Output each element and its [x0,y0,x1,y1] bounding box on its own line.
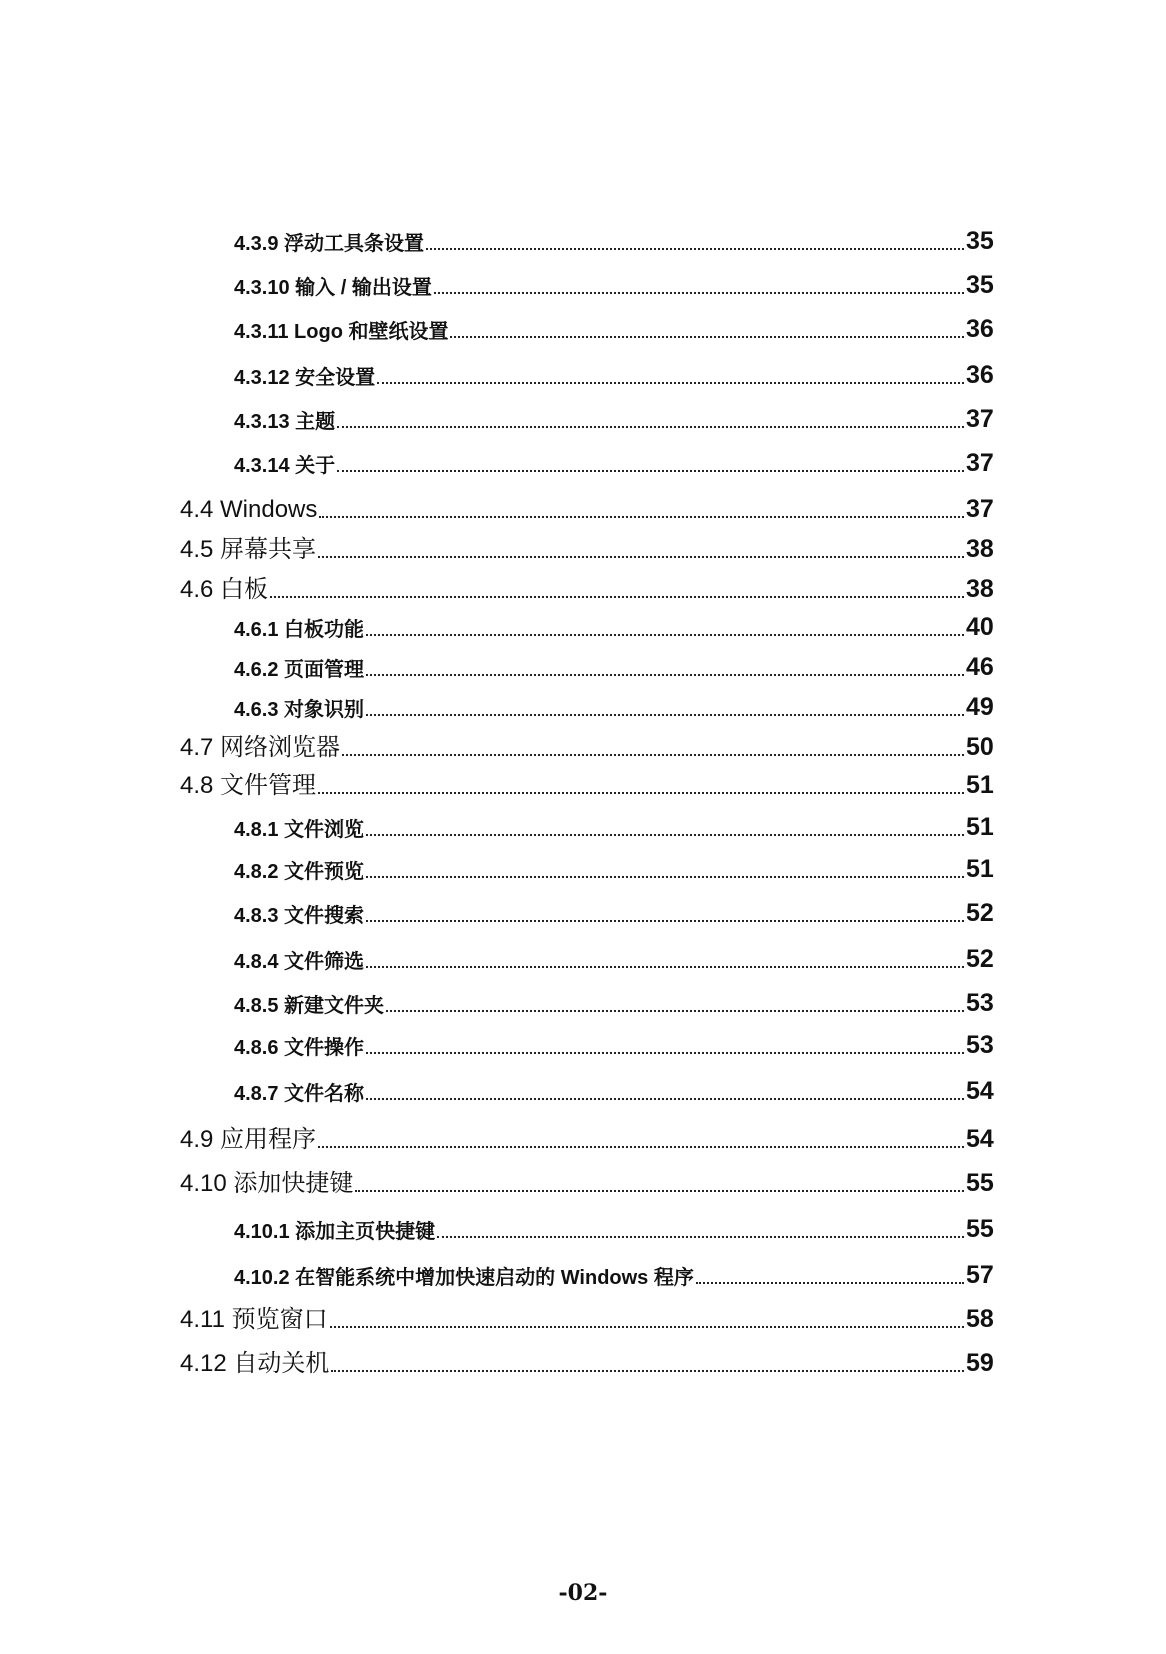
toc-entry[interactable] [0,1206,1166,1242]
dot-leader [366,920,964,922]
toc-entry[interactable] [0,804,1166,840]
toc-entry-title: 4.6.1 白板功能 [234,619,365,641]
dot-leader [434,292,964,294]
dot-leader [318,792,964,794]
dot-leader [366,674,964,676]
dot-leader [426,248,964,250]
dot-leader [366,966,964,968]
dot-leader [319,516,964,518]
toc-entry[interactable] [0,440,1166,476]
dot-leader [366,1098,964,1100]
toc-entry-page-number: 52 [966,899,994,927]
dot-leader [342,754,964,756]
toc-entry-page-number: 37 [966,405,994,433]
toc-entry-page-number: 53 [966,1031,994,1059]
toc-entry[interactable] [0,218,1166,254]
toc-entry-title: 4.9 应用程序 [180,1126,317,1153]
toc-entry[interactable] [0,262,1166,298]
toc-entry-title: 4.8.4 文件筛选 [234,951,365,973]
toc-entry[interactable] [0,724,1166,760]
toc-entry-title: 4.3.14 关于 [234,455,336,477]
toc-entry-title: 4.3.11 Logo 和壁纸设置 [234,321,449,343]
toc-entry-title: 4.4 Windows [180,496,318,523]
toc-entry-title: 4.10.2 在智能系统中增加快速启动的 Windows 程序 [234,1267,694,1289]
toc-entry[interactable] [0,604,1166,640]
dot-leader [318,1146,964,1148]
toc-entry-page-number: 37 [966,495,994,523]
dot-leader [318,556,964,558]
toc-entry[interactable] [0,1022,1166,1058]
toc-entry-title: 4.8.7 文件名称 [234,1083,365,1105]
dot-leader [450,336,964,338]
dot-leader [355,1190,964,1192]
dot-leader [386,1010,964,1012]
toc-entry[interactable] [0,1252,1166,1288]
toc-entry-page-number: 59 [966,1349,994,1377]
dot-leader [366,834,964,836]
toc-entry-title: 4.8.2 文件预览 [234,861,365,883]
toc-entry-title: 4.6 白板 [180,576,269,603]
toc-entry[interactable] [0,1068,1166,1104]
toc-entry-page-number: 57 [966,1261,994,1289]
toc-entry-page-number: 38 [966,535,994,563]
toc-entry-title: 4.8.6 文件操作 [234,1037,365,1059]
toc-entry-page-number: 58 [966,1305,994,1333]
toc-entry-page-number: 36 [966,361,994,389]
toc-entry-title: 4.11 预览窗口 [180,1306,328,1333]
toc-entry-title: 4.3.12 安全设置 [234,367,376,389]
dot-leader [366,876,964,878]
toc-entry-title: 4.6.2 页面管理 [234,659,365,681]
toc-entry-page-number: 49 [966,693,994,721]
toc-entry-page-number: 51 [966,855,994,883]
toc-entry-page-number: 54 [966,1125,994,1153]
toc-entry-page-number: 54 [966,1077,994,1105]
toc-entry[interactable] [0,980,1166,1016]
toc-entry-title: 4.8.1 文件浏览 [234,819,365,841]
toc-entry[interactable] [0,1340,1166,1376]
dot-leader [366,634,964,636]
toc-entry-page-number: 36 [966,315,994,343]
toc-entry[interactable] [0,846,1166,882]
toc-entry[interactable] [0,566,1166,602]
dot-leader [330,1326,964,1328]
toc-entry[interactable] [0,684,1166,720]
toc-entry[interactable] [0,306,1166,342]
toc-entry[interactable] [0,762,1166,798]
toc-entry[interactable] [0,644,1166,680]
toc-entry[interactable] [0,396,1166,432]
dot-leader [331,1370,964,1372]
toc-entry-page-number: 53 [966,989,994,1017]
toc-entry-title: 4.7 网络浏览器 [180,734,341,761]
toc-entry[interactable] [0,526,1166,562]
toc-entry[interactable] [0,890,1166,926]
toc-entry-title: 4.3.13 主题 [234,411,336,433]
toc-entry-page-number: 38 [966,575,994,603]
dot-leader [270,596,964,598]
toc-entry[interactable] [0,352,1166,388]
toc-entry-title: 4.3.10 输入 / 输出设置 [234,277,432,299]
toc-entry-title: 4.8 文件管理 [180,772,317,799]
toc-entry-title: 4.10.1 添加主页快捷键 [234,1221,436,1243]
page-number-footer: -02- [558,1580,608,1606]
toc-entry[interactable] [0,486,1166,522]
toc-entry-title: 4.12 自动关机 [180,1350,330,1377]
toc-entry-page-number: 46 [966,653,994,681]
toc-entry[interactable] [0,936,1166,972]
toc-entry-page-number: 50 [966,733,994,761]
dot-leader [437,1236,964,1238]
toc-entry-page-number: 35 [966,227,994,255]
toc-entry-title: 4.6.3 对象识别 [234,699,365,721]
dot-leader [337,470,964,472]
toc-entry-page-number: 51 [966,813,994,841]
toc-entry-page-number: 37 [966,449,994,477]
toc-entry-title: 4.8.3 文件搜索 [234,905,365,927]
dot-leader [377,382,964,384]
toc-entry[interactable] [0,1160,1166,1196]
dot-leader [366,714,964,716]
toc-entry-page-number: 40 [966,613,994,641]
toc-entry-page-number: 55 [966,1215,994,1243]
toc-entry-title: 4.3.9 浮动工具条设置 [234,233,425,255]
toc-entry[interactable] [0,1296,1166,1332]
toc-entry-page-number: 55 [966,1169,994,1197]
toc-entry-title: 4.8.5 新建文件夹 [234,995,385,1017]
toc-entry-page-number: 35 [966,271,994,299]
toc-entry-page-number: 51 [966,771,994,799]
dot-leader [696,1282,964,1284]
toc-entry-title: 4.5 屏幕共享 [180,536,317,563]
dot-leader [366,1052,964,1054]
toc-entry-page-number: 52 [966,945,994,973]
dot-leader [337,426,964,428]
toc-entry[interactable] [0,1116,1166,1152]
toc-entry-title: 4.10 添加快捷键 [180,1170,354,1197]
